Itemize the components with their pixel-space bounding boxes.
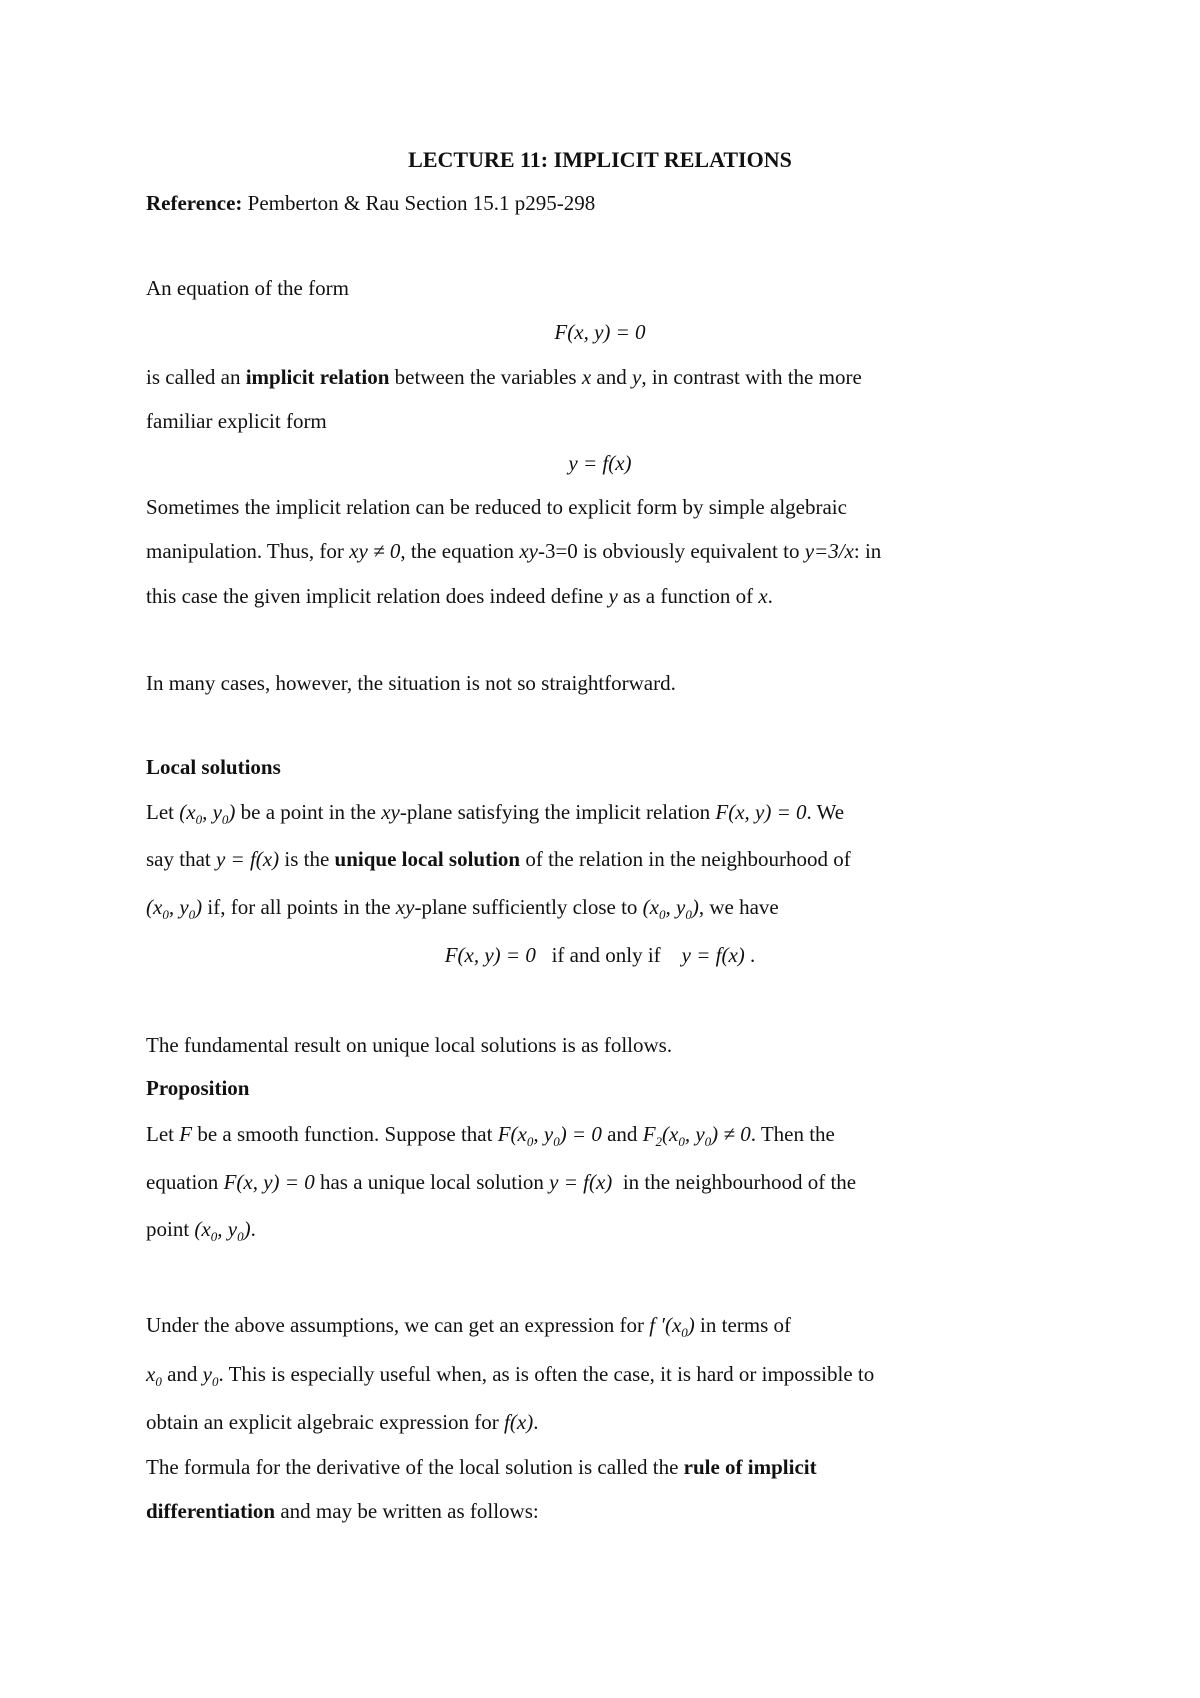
intro-line-2: is called an implicit relation between the variables x and y, in contrast with the more [146,365,862,389]
para2-line-3: this case the given implicit relation does indeed define y as a function of x. [146,584,773,608]
deriv-line-1: Under the above assumptions, we can get an expression for f $'(x_0)$ in terms of [146,1313,792,1340]
rule-of-implicit-term: rule of implicit [683,1455,817,1479]
proposition-heading: Proposition [146,1076,250,1100]
deriv-line-5: differentiation and may be written as follows: [146,1499,539,1523]
equivalence-equation: F(x, y) = 0 if and only if y = f(x) . [444,943,756,967]
local-line-2: say that y = f(x) is the unique local solution of the relation in the neighbourhood of [146,847,851,871]
deriv-line-2: $x_0$ and $y_0$. This is especially useful when, as is often the case, it is hard or impossible to [146,1362,875,1389]
prop-line-3: point ($x_0$, $y_0$). [146,1217,256,1244]
unique-local-solution-term: unique local solution [334,847,521,871]
para2-line-2: manipulation. Thus, for xy ≠ 0, the equation xy-3=0 is obviously equivalent to y=3/x: in [146,539,882,563]
equation-implicit: F(x, y) = 0 [554,320,646,344]
local-line-3: ($x_0$, $y_0$) if, for all points in the xy-plane sufficiently close to ($x_0$, $y_0$), we have [146,895,779,922]
deriv-line-4: The formula for the derivative of the local solution is called the rule of implicit [146,1455,817,1479]
reference-line [146,193,595,214]
prop-line-1: Let F be a smooth function. Suppose that $F(x_0$, $y_0) = 0$ and $F_2(x_0$, $y_0) \ne 0$. Then the [146,1122,835,1149]
para3-line: In many cases, however, the situation is not so straightforward. [146,671,676,695]
differentiation-term: differentiation [146,1499,276,1523]
para2-line-1: Sometimes the implicit relation can be reduced to explicit form by simple algebraic [146,495,847,519]
prop-line-2: equation F(x, y) = 0 has a unique local solution y = f(x) in the neighbourhood of the [146,1170,857,1194]
local-line-1: Let ($x_0$, $y_0$) be a point in the xy-plane satisfying the implicit relation F(x, y) = 0. We [146,800,845,827]
implicit-relation-term: implicit relation [245,365,390,389]
reference-label: Reference: [146,191,243,215]
deriv-line-3: obtain an explicit algebraic expression for f(x). [146,1410,539,1434]
intro-line-1: An equation of the form [146,276,349,300]
equation-explicit: y = f(x) [568,451,632,475]
reference-text: Pemberton & Rau Section 15.1 p295-298 [247,191,596,215]
local-solutions-heading: Local solutions [146,755,281,779]
lecture-title: LECTURE 11: IMPLICIT RELATIONS [408,147,792,172]
prop-intro: The fundamental result on unique local solutions is as follows. [146,1033,673,1057]
intro-line-3: familiar explicit form [146,409,327,433]
